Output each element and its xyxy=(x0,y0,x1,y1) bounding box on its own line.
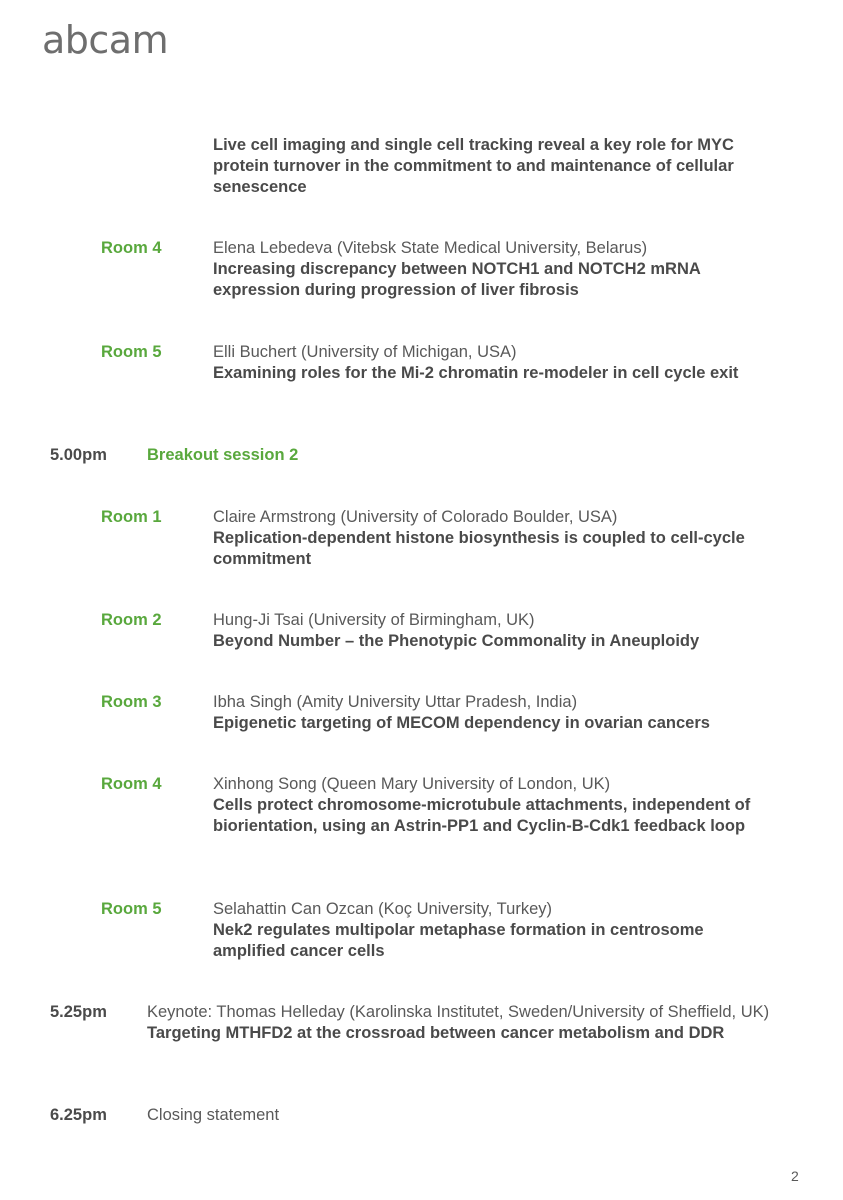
talk-speaker: Elli Buchert (University of Michigan, USA) xyxy=(213,343,517,361)
keynote-time: 5.25pm xyxy=(50,1003,107,1021)
talk-title: Cells protect chromosome-microtubule attachments, independent of biorientation, using an Astrin-PP1 and Cyclin-B-Cdk1 feedback loop xyxy=(213,796,751,835)
talk-title: Beyond Number – the Phenotypic Commonality in Aneuploidy xyxy=(213,632,700,650)
talk-item xyxy=(213,342,773,384)
talk-title: Live cell imaging and single cell tracking reveal a key role for MYC protein turnover in the commitment to and maintenance of cellular senescence xyxy=(213,136,734,196)
talk-item xyxy=(213,774,773,837)
closing-time: 6.25pm xyxy=(50,1106,107,1124)
room-label: Room 2 xyxy=(101,611,162,629)
talk-speaker: Claire Armstrong (University of Colorado Boulder, USA) xyxy=(213,508,618,526)
page-number: 2 xyxy=(791,1168,799,1184)
talk-item xyxy=(213,899,773,962)
talk-item xyxy=(213,135,773,198)
room-label: Room 4 xyxy=(101,239,162,257)
talk-item xyxy=(213,692,773,734)
room-label: Room 1 xyxy=(101,508,162,526)
talk-title: Replication-dependent histone biosynthesis is coupled to cell-cycle commitment xyxy=(213,529,745,568)
talk-speaker: Selahattin Can Ozcan (Koç University, Turkey) xyxy=(213,900,552,918)
room-label: Room 5 xyxy=(101,343,162,361)
room-label: Room 5 xyxy=(101,900,162,918)
keynote-speaker: Keynote: Thomas Helleday (Karolinska Institutet, Sweden/University of Sheffield, UK) xyxy=(147,1003,770,1021)
talk-speaker: Xinhong Song (Queen Mary University of London, UK) xyxy=(213,775,611,793)
talk-speaker: Elena Lebedeva (Vitebsk State Medical University, Belarus) xyxy=(213,239,648,257)
room-label: Room 4 xyxy=(101,775,162,793)
session-time: 5.00pm xyxy=(50,446,107,464)
closing-label: Closing statement xyxy=(147,1106,280,1124)
talk-title: Epigenetic targeting of MECOM dependency in ovarian cancers xyxy=(213,714,710,732)
keynote-title: Targeting MTHFD2 at the crossroad between cancer metabolism and DDR xyxy=(147,1024,725,1042)
talk-title: Examining roles for the Mi-2 chromatin re-modeler in cell cycle exit xyxy=(213,364,739,382)
talk-item xyxy=(213,610,773,652)
session-title: Breakout session 2 xyxy=(147,446,299,464)
talk-title: Increasing discrepancy between NOTCH1 and NOTCH2 mRNA expression during progression of liver fibrosis xyxy=(213,260,701,299)
talk-item xyxy=(213,238,773,301)
talk-speaker: Ibha Singh (Amity University Uttar Pradesh, India) xyxy=(213,693,578,711)
talk-speaker: Hung-Ji Tsai (University of Birmingham, UK) xyxy=(213,611,535,629)
room-label: Room 3 xyxy=(101,693,162,711)
talk-title: Nek2 regulates multipolar metaphase formation in centrosome amplified cancer cells xyxy=(213,921,704,960)
talk-item xyxy=(213,507,773,570)
keynote-item xyxy=(147,1002,777,1044)
abcam-logo: abcam xyxy=(42,18,169,62)
